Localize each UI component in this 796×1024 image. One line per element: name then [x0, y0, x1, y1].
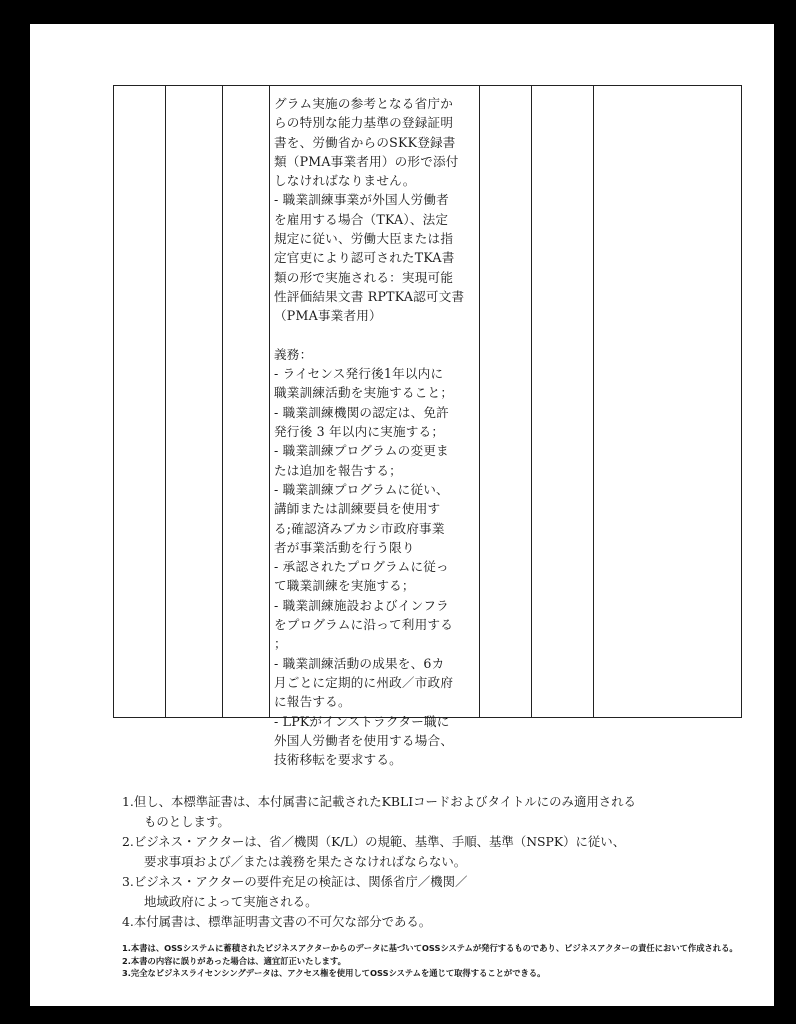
cell-line: て職業訓練を実施する；	[274, 578, 415, 594]
cell-line	[274, 326, 474, 345]
document-page	[30, 24, 774, 1006]
table-column-divider	[479, 86, 480, 717]
cell-line: たは追加を報告する；	[274, 462, 402, 478]
cell-line: - 職業訓練施設およびインフラ	[274, 597, 449, 613]
table-column-divider	[531, 86, 532, 717]
notes-section	[122, 792, 742, 932]
cell-line: 義務：	[274, 346, 313, 362]
cell-line: - 職業訓練活動の成果を、6カ	[274, 655, 445, 671]
cell-line: を雇用する場合（TKA）、法定	[274, 211, 449, 227]
cell-line: - 職業訓練プログラムの変更ま	[274, 443, 449, 459]
requirements-table	[113, 85, 742, 768]
footnote-3: 3.完全なビジネスライセンシングデータは、アクセス権を使用してOSSシステムを通じて取得することができる。	[122, 968, 546, 978]
cell-line: - 職業訓練機関の認定は、免許	[274, 404, 449, 420]
cell-line: をプログラムに沿って利用する	[274, 617, 453, 633]
cell-line: らの特別な能力基準の登録証明	[274, 115, 454, 131]
cell-line: - 職業訓練事業が外国人労働者	[274, 192, 449, 208]
cell-line: 書を、労働省からのSKK登録書	[274, 134, 456, 150]
cell-line: （PMA事業者用）	[274, 308, 382, 324]
note-2-continuation: 要求事項および／または義務を果たさなければならない。	[144, 854, 467, 869]
cell-line: 職業訓練活動を実施すること；	[274, 385, 454, 401]
cell-line: る;確認済みブカシ市政府事業	[274, 520, 445, 536]
cell-line: 性評価結果文書 RPTKA認可文書	[274, 288, 465, 304]
cell-line: 技術移転を要求する。	[274, 752, 402, 768]
cell-line: 者が事業活動を行う限り	[274, 539, 415, 555]
cell-line: 類（PMA事業者用）の形で添付	[274, 153, 459, 169]
table-column-divider	[165, 86, 166, 717]
cell-line: - ライセンス発行後1年以内に	[274, 366, 444, 382]
cell-line: - 承認されたプログラムに従っ	[274, 559, 449, 575]
footnote-2: 2.本書の内容に誤りがあった場合は、適宜訂正いたします。	[122, 955, 346, 966]
cell-line: 講師または訓練要員を使用す	[274, 501, 441, 517]
cell-line: 外国人労働者を使用する場合、	[274, 732, 454, 748]
cell-line: に報告する。	[274, 694, 351, 710]
cell-line: 定官吏により認可されたTKA書	[274, 250, 455, 266]
cell-line: 規定に従い、労働大臣または指	[274, 231, 454, 247]
cell-line: グラム実施の参考となる省庁か	[274, 96, 453, 111]
footnote-1: 1.本書は、OSSシステムに蓄積されたビジネスアクターからのデータに基づいてOSSシステムが発行するものであり、ビジネスアクターの責任において作成される。	[122, 943, 738, 953]
table-column-divider	[269, 86, 270, 717]
cell-line: - LPKがインストラクター職に	[274, 713, 450, 729]
cell-line: ；	[274, 636, 287, 652]
note-3-continuation: 地域政府によって実施される。	[144, 894, 318, 909]
note-3: 3.ビジネス・アクターの要件充足の検証は、関係省庁／機関／	[122, 874, 468, 889]
note-4: 4.本付属書は、標準証明書文書の不可欠な部分である。	[122, 914, 432, 929]
cell-line: - 職業訓練プログラムに従い、	[274, 481, 449, 497]
cell-line: 月ごとに定期的に州政／市政府	[274, 674, 454, 690]
footnotes-section	[122, 942, 742, 980]
table-column-divider	[593, 86, 594, 717]
cell-line: 類の形で実施される：実現可能	[274, 269, 454, 285]
table-column-divider	[222, 86, 223, 717]
note-1: 1.但し、本標準証書は、本付属書に記載されたKBLIコードおよびタイトルにのみ適用される	[122, 794, 636, 809]
cell-line: 発行後 3 年以内に実施する；	[274, 424, 445, 440]
note-1-continuation: ものとします。	[144, 814, 230, 829]
cell-line: しなければなりません。	[274, 173, 416, 189]
note-2: 2.ビジネス・アクターは、省／機関（K/L）の規範、基準、手順、基準（NSPK）に従い、	[122, 834, 626, 849]
requirements-cell-text	[274, 94, 474, 769]
